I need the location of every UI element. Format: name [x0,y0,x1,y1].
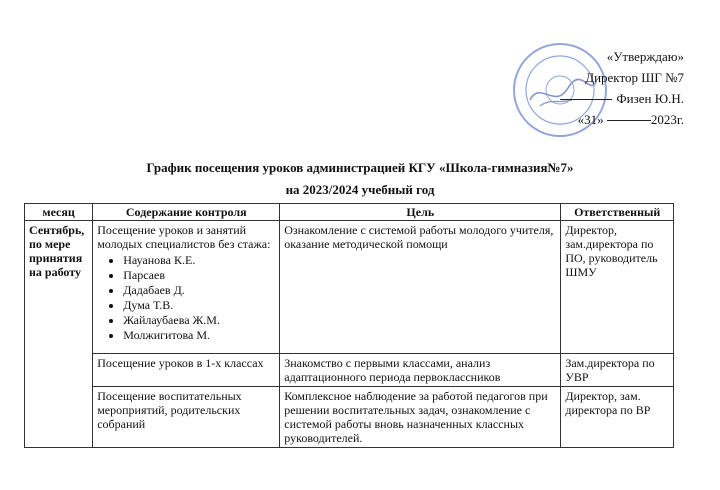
schedule-table [24,203,674,448]
responsible-cell: Зам.директора по УВР [561,354,674,387]
approval-block [560,46,684,130]
list-item: • Науанова К.Е. [123,253,275,267]
content-cell [93,221,280,354]
header-goal: Цель [280,204,561,221]
title-line-1: График посещения уроков администрацией КГУ «Школа-гимназия№7» [146,160,574,175]
list-item: • Дума Т.В. [123,298,275,312]
content-cell: Посещение воспитательных мероприятий, родительских собраний [93,387,280,448]
signature-blank [560,99,612,100]
content-cell: Посещение уроков в 1-х классах [93,354,280,387]
title-line-2: на 2023/2024 учебный год [285,182,435,197]
goal-cell: Знакомство с первыми классами, анализ адаптационного периода первоклассников [280,354,561,387]
approval-position: Директор ШГ №7 [585,70,684,85]
approval-date-line [560,109,684,130]
header-responsible: Ответственный [561,204,674,221]
month-cell: Сентябрь, по мере принятия на работу [25,221,93,448]
document-title [0,157,720,201]
table-row [25,387,674,448]
approval-date-day: «31» [577,112,604,127]
responsible-cell: Директор, зам.директора по ПО, руководитель ШМУ [561,221,674,354]
table-header-row [25,204,674,221]
list-item: • Парсаев [123,268,275,282]
list-item: • Молжигитова М. [123,328,275,342]
goal-cell: Комплексное наблюдение за работой педагогов при решении воспитательных задач, ознакомление с системой работы вновь назначенных классных руководителей. [280,387,561,448]
responsible-cell: Директор, зам. директора по ВР [561,387,674,448]
specialists-list [97,253,275,342]
approval-name: Физен Ю.Н. [616,91,684,106]
table-row [25,354,674,387]
header-month: месяц [25,204,93,221]
list-item: • Дадабаев Д. [123,283,275,297]
content-text: Посещение уроков и занятий молодых специалистов без стажа: [97,223,271,251]
approval-date-year: 2023г. [650,112,684,127]
approval-signature-line [560,88,684,109]
list-item: • Жайлаубаева Ж.М. [123,313,275,327]
goal-cell: Ознакомление с системой работы молодого учителя, оказание методической помощи [280,221,561,354]
approval-heading: «Утверждаю» [606,49,684,64]
header-content: Содержание контроля [93,204,280,221]
table-row [25,221,674,354]
date-blank [607,120,651,121]
